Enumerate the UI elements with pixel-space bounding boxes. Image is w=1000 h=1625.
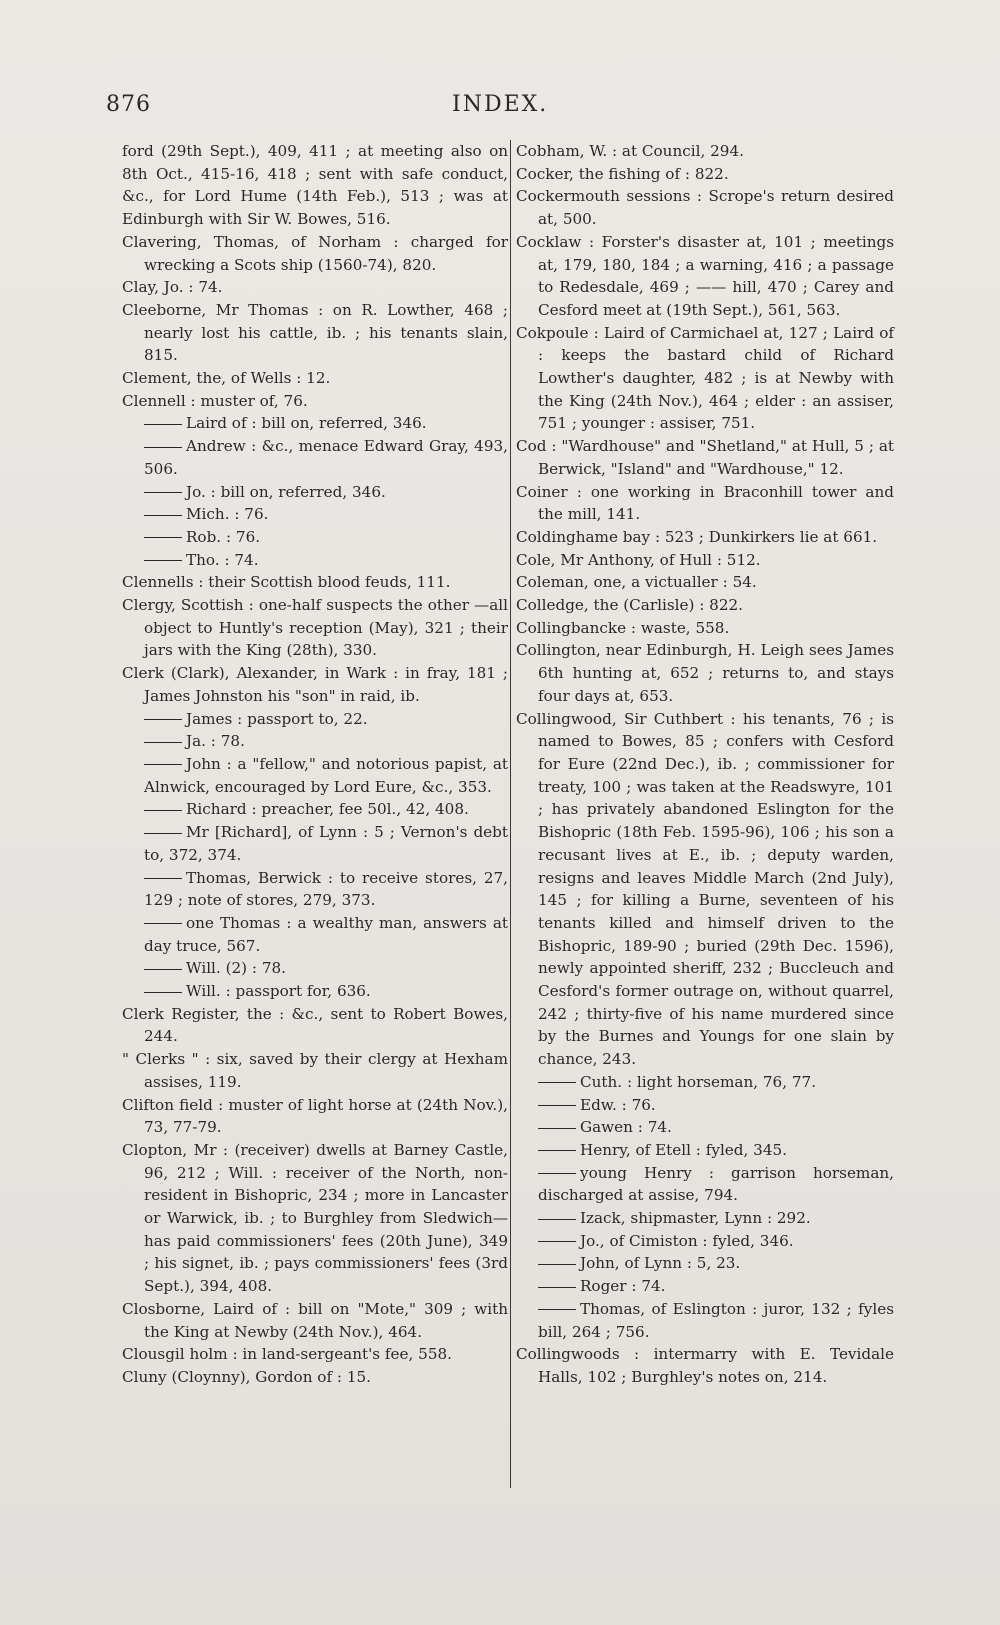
entry-text: Clay, Jo. : 74. (122, 278, 223, 297)
index-entry (122, 1139, 508, 1298)
repeat-dash (144, 424, 182, 425)
entry-text: Mich. : 76. (186, 505, 269, 524)
index-entry (516, 594, 894, 617)
index-subentry (516, 1071, 894, 1094)
entry-text: " Clerks " : six, saved by their clergy at Hexham assises, 119. (122, 1050, 508, 1091)
repeat-dash (144, 878, 182, 879)
page-title: INDEX. (452, 92, 549, 117)
index-subentry (516, 1252, 894, 1275)
index-subentry (122, 503, 508, 526)
entry-text: Cokpoule : Laird of Carmichael at, 127 ; Laird of : keeps the bastard child of Richard Lowther's daughter, 482 ; is at Newby with the King (24th Nov.), 464 ; elder : an assiser, 751 ; younger : assiser, 751. (516, 323, 894, 433)
index-entry (122, 1298, 508, 1343)
left-index-column (122, 140, 508, 1389)
entry-text: Collingwood, Sir Cuthbert : his tenants, 76 ; is named to Bowes, 85 ; confers with Cesford for Eure (22nd Dec.), ib. ; commissioner for treaty, 100 ; was taken at the Readswyre, 101 ; has privately abandoned Eslington for the Bishopric (18th Feb. 1595-96), 106 ; his son a recusant lives at E., ib. ; deputy warden, resigns and leaves Middle March (2nd July), 145 ; for killing a Burne, seventeen of his tenants killed and himself driven to the Bishopric, 189-90 ; buried (29th Dec. 1596), newly appointed sheriff, 232 ; Buccleuch and Cesford's former outrage on, without quarrel, 242 ; thirty-five of his name murdered since by the Burnes and Youngs for one slain by chance, 243. (516, 709, 894, 1069)
entry-text: Cockermouth sessions : Scrope's return desired at, 500. (516, 187, 894, 229)
index-entry (122, 299, 508, 367)
index-entry (516, 708, 894, 1071)
index-entry (516, 140, 894, 163)
index-subentry (516, 1207, 894, 1230)
repeat-dash (538, 1287, 576, 1288)
entry-text: Jo., of Cimiston : fyled, 346. (580, 1231, 794, 1250)
repeat-dash (538, 1241, 576, 1242)
index-entry (122, 662, 508, 707)
index-subentry (122, 481, 508, 504)
entry-text: Andrew : &c., menace Edward Gray, 493, 506. (144, 437, 508, 478)
index-subentry (516, 1094, 894, 1117)
index-entry (122, 1343, 508, 1366)
page-number: 876 (106, 92, 151, 117)
index-entry (516, 571, 894, 594)
entry-text: Ja. : 78. (186, 732, 245, 751)
right-index-column (516, 140, 894, 1389)
entry-text: Collingwoods : intermarry with E. Tevidale Halls, 102 ; Burghley's notes on, 214. (516, 1345, 894, 1386)
repeat-dash (144, 833, 182, 834)
entry-text: Clifton field : muster of light horse at (24th Nov.), 73, 77-79. (122, 1095, 508, 1137)
index-entry (122, 390, 508, 413)
entry-text: Cocker, the fishing of : 822. (516, 164, 729, 183)
index-entry (122, 594, 508, 662)
entry-text: John, of Lynn : 5, 23. (580, 1254, 741, 1273)
entry-text: Mr [Richard], of Lynn : 5 ; Vernon's debt to, 372, 374. (144, 823, 508, 864)
index-entry (516, 1343, 894, 1388)
entry-text: Cocklaw : Forster's disaster at, 101 ; meetings at, 179, 180, 184 ; a warning, 416 ; a passage to Redesdale, 469 ; —— hill, 470 ; Carey and Cesford meet at (19th Sept.), 561, 563. (516, 232, 894, 319)
index-entry (516, 639, 894, 707)
entry-text: young Henry : garrison horseman, discharged at assise, 794. (538, 1163, 894, 1205)
entry-text: Clavering, Thomas, of Norham : charged for wrecking a Scots ship (1560-74), 820. (122, 232, 508, 274)
index-subentry (122, 708, 508, 731)
repeat-dash (538, 1105, 576, 1106)
index-subentry (516, 1275, 894, 1298)
index-entry (516, 435, 894, 480)
entry-text: Cleeborne, Mr Thomas : on R. Lowther, 468 ; nearly lost his cattle, ib. ; his tenants slain, 815. (122, 300, 508, 365)
entry-text: Henry, of Etell : fyled, 345. (580, 1140, 787, 1159)
index-subentry (122, 980, 508, 1003)
entry-text: Cobham, W. : at Council, 294. (516, 142, 744, 160)
entry-text: one Thomas : a wealthy man, answers at day truce, 567. (144, 913, 508, 955)
entry-text: Richard : preacher, fee 50l., 42, 408. (186, 800, 469, 819)
index-entry (516, 617, 894, 640)
entry-text: Edw. : 76. (580, 1095, 656, 1114)
repeat-dash (538, 1264, 576, 1265)
index-entry (516, 231, 894, 322)
entry-text: Collington, near Edinburgh, H. Leigh sees James 6th hunting at, 652 ; returns to, and stays four days at, 653. (516, 641, 894, 705)
entry-text: Coldinghame bay : 523 ; Dunkirkers lie at 661. (516, 527, 878, 546)
entry-text: Clerk Register, the : &c., sent to Robert Bowes, 244. (122, 1004, 508, 1046)
repeat-dash (144, 719, 182, 720)
index-subentry (516, 1298, 894, 1343)
index-entry (516, 322, 894, 436)
index-entry (122, 367, 508, 390)
entry-text: Rob. : 76. (186, 527, 261, 546)
entry-text: James : passport to, 22. (186, 709, 368, 728)
entry-text: Laird of : bill on, referred, 346. (186, 414, 427, 433)
index-entry (516, 185, 894, 230)
entry-text: John : a "fellow," and notorious papist, at Alnwick, encouraged by Lord Eure, &c., 353. (144, 754, 508, 796)
index-subentry (516, 1139, 894, 1162)
index-subentry (122, 412, 508, 435)
repeat-dash (144, 992, 182, 993)
index-subentry (122, 821, 508, 866)
index-subentry (122, 526, 508, 549)
repeat-dash (538, 1082, 576, 1083)
index-subentry (516, 1230, 894, 1253)
entry-text: Tho. : 74. (186, 550, 259, 569)
index-entry (122, 1094, 508, 1139)
index-entry (122, 231, 508, 276)
entry-text: Clement, the, of Wells : 12. (122, 369, 331, 388)
repeat-dash (144, 923, 182, 924)
index-entry (122, 140, 508, 231)
column-divider (510, 140, 511, 1488)
repeat-dash (144, 447, 182, 448)
entry-text: Jo. : bill on, referred, 346. (186, 482, 386, 501)
entry-text: Cuth. : light horseman, 76, 77. (580, 1072, 817, 1091)
index-entry (516, 163, 894, 186)
repeat-dash (144, 560, 182, 561)
entry-text: Clerk (Clark), Alexander, in Wark : in fray, 181 ; James Johnston his "son" in raid, ib. (122, 664, 508, 705)
repeat-dash (144, 810, 182, 811)
repeat-dash (538, 1219, 576, 1220)
index-entry (516, 481, 894, 526)
index-subentry (122, 753, 508, 798)
page-header (0, 92, 1000, 132)
entry-text: Clousgil holm : in land-sergeant's fee, 558. (122, 1345, 452, 1364)
entry-text: Clopton, Mr : (receiver) dwells at Barney Castle, 96, 212 ; Will. : receiver of the North, non-resident in Bishopric, 234 ; more in Lancaster or Warwick, ib. ; to Burghley from Sledwich—has paid commissioners' fees (20th June), 349 ; his signet, ib. ; pays commissioners' fees (3rd Sept.), 394, 408. (122, 1140, 508, 1296)
entry-text: Collingbancke : waste, 558. (516, 618, 730, 637)
entry-text: Closborne, Laird of : bill on "Mote," 309 ; with the King at Newby (24th Nov.), 464. (122, 1299, 508, 1341)
entry-text: Clennell : muster of, 76. (122, 391, 308, 410)
entry-text: Colledge, the (Carlisle) : 822. (516, 596, 743, 615)
entry-text: Clennells : their Scottish blood feuds, 111. (122, 573, 451, 592)
index-subentry (122, 867, 508, 912)
index-subentry (516, 1162, 894, 1207)
index-subentry (122, 435, 508, 480)
index-entry (122, 571, 508, 594)
entry-text: Coleman, one, a victualler : 54. (516, 573, 757, 592)
entry-text: Izack, shipmaster, Lynn : 292. (580, 1209, 811, 1228)
entry-text: ford (29th Sept.), 409, 411 ; at meeting also on 8th Oct., 415-16, 418 ; sent with safe conduct, &c., for Lord Hume (14th Feb.), 513 ; was at Edinburgh with Sir W. Bowes, 516. (122, 142, 508, 229)
entry-text: Roger : 74. (580, 1277, 666, 1296)
repeat-dash (144, 492, 182, 493)
entry-text: Thomas, Berwick : to receive stores, 27, 129 ; note of stores, 279, 373. (144, 868, 508, 910)
repeat-dash (538, 1173, 576, 1174)
repeat-dash (538, 1309, 576, 1310)
repeat-dash (538, 1150, 576, 1151)
entry-text: Gawen : 74. (580, 1118, 672, 1137)
index-entry (516, 526, 894, 549)
entry-text: Will. (2) : 78. (186, 959, 287, 978)
repeat-dash (144, 764, 182, 765)
entry-text: Cluny (Cloynny), Gordon of : 15. (122, 1367, 371, 1386)
index-subentry (122, 730, 508, 753)
index-entry (122, 1003, 508, 1048)
repeat-dash (144, 537, 182, 538)
index-entry (122, 1366, 508, 1389)
index-subentry (122, 798, 508, 821)
entry-text: Will. : passport for, 636. (186, 982, 371, 1001)
repeat-dash (144, 515, 182, 516)
repeat-dash (144, 969, 182, 970)
entry-text: Cod : "Wardhouse" and "Shetland," at Hull, 5 ; at Berwick, "Island" and "Wardhouse," 12. (516, 437, 894, 478)
index-subentry (122, 957, 508, 980)
index-entry (122, 276, 508, 299)
repeat-dash (538, 1128, 576, 1129)
index-subentry (122, 912, 508, 957)
entry-text: Clergy, Scottish : one-half suspects the other —all object to Huntly's reception (May), 321 ; their jars with the King (28th), 330. (122, 596, 508, 660)
index-subentry (122, 549, 508, 572)
repeat-dash (144, 742, 182, 743)
index-entry (122, 1048, 508, 1093)
index-entry (516, 549, 894, 572)
entry-text: Cole, Mr Anthony, of Hull : 512. (516, 550, 761, 569)
entry-text: Coiner : one working in Braconhill tower and the mill, 141. (516, 482, 894, 524)
entry-text: Thomas, of Eslington : juror, 132 ; fyles bill, 264 ; 756. (538, 1299, 894, 1341)
index-subentry (516, 1116, 894, 1139)
